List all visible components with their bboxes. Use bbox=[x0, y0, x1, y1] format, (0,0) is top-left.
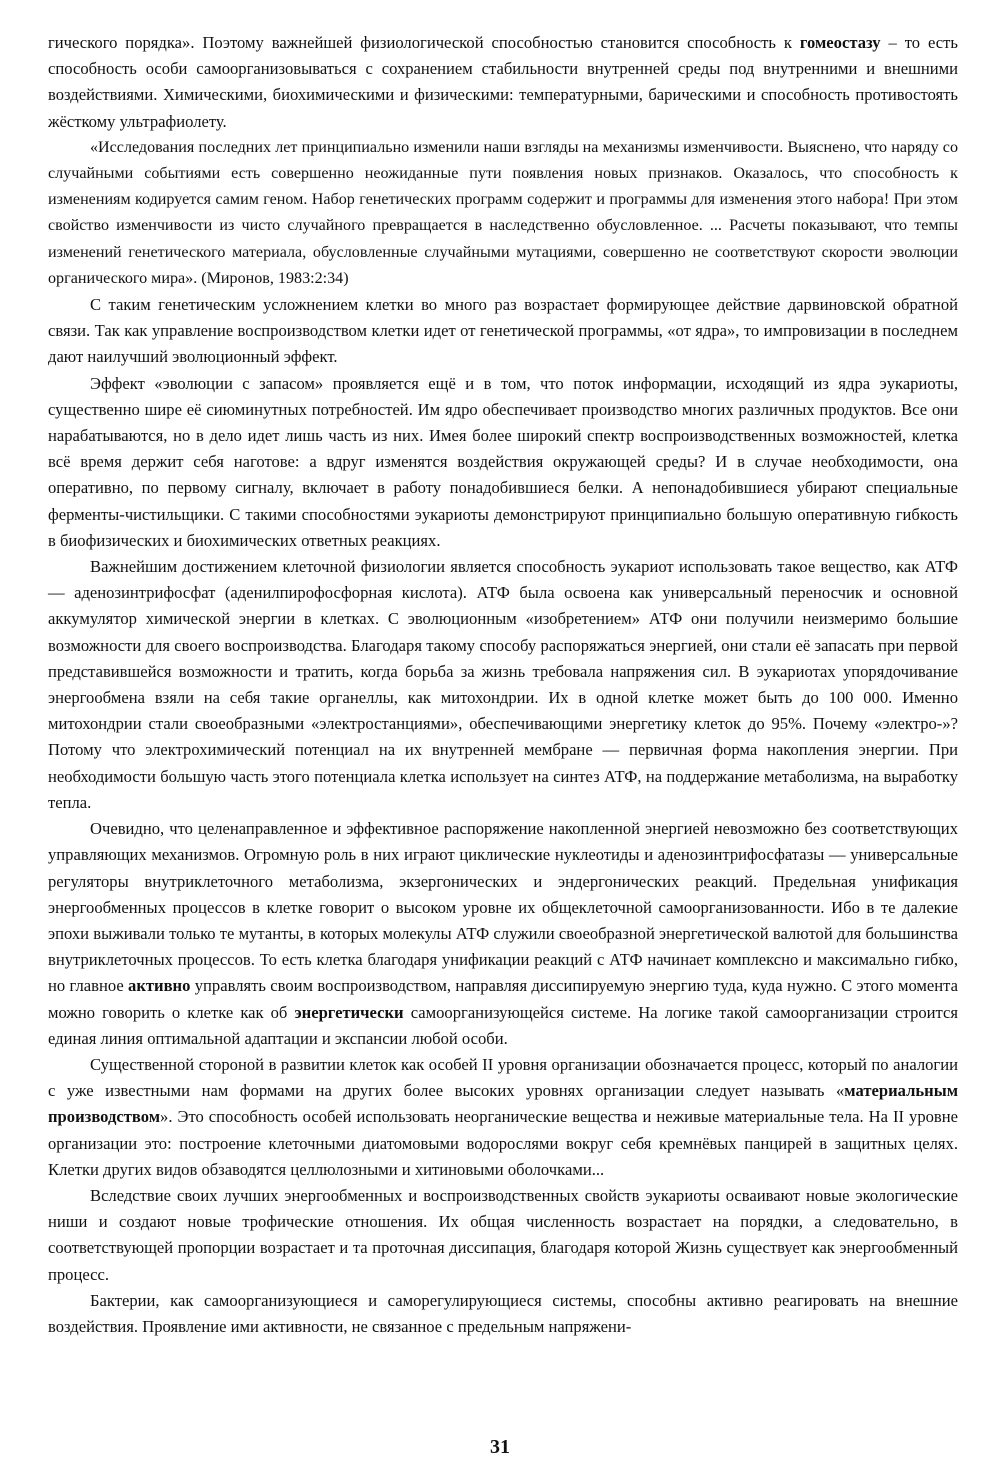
paragraph-6-text-a: Очевидно, что целенаправленное и эффективное распоряжение накопленной энергией невозможно без соответствующих управляющих механизмов. Огромную роль в них играют циклические нуклеотиды и аденозинтрифосфатазы — универсальные регуляторы внутриклеточного метаболизма, экзергонических и эндергонических реакций. Предельная унификация энергообменных процессов в клетке говорит о высоком уровне их общеклеточной самоорганизованности. Ибо в те далекие эпохи выживали только те мутанты, в которых молекулы АТФ служили своеобразной энергетической валютой для большинства внутриклеточных процессов. То есть клетка благодаря унификации реакций с АТФ начинает комплексно и максимально гибко, но главное bbox=[48, 819, 958, 996]
page-number: 31 bbox=[490, 1436, 510, 1458]
paragraph-8: Вследствие своих лучших энергообменных и воспроизводственных свойств эукариоты осваивают новые экологические ниши и создают новые трофические отношения. Их общая численность возрастает на порядки, а следовательно, в соответствующей пропорции возрастает и та проточная диссипация, благодаря которой Жизнь существует как энергообменный процесс. bbox=[48, 1185, 958, 1284]
term-homeostasis: гомеостазу bbox=[799, 33, 881, 52]
term-energetically: энергетически bbox=[294, 1002, 404, 1022]
paragraph-6-text-c: управлять своим воспроизводством, направляя диссипируемую энергию туда, куда нужно. С этого момента можно говорить о клетке как об bbox=[48, 976, 958, 1022]
term-actively: активно bbox=[128, 976, 191, 996]
paragraph-1 bbox=[48, 30, 958, 135]
paragraph-7-text-c: ». Это способность особей использовать неорганические вещества и неживые материальные тела. На II уровне организации это: построение клеточными диатомовыми водорослями вокруг себя кремнёвых панцирей в защитных целях. Клетки других видов обзаводятся целлюлозными и хитиновыми оболочками... bbox=[48, 1107, 958, 1179]
paragraph-5: Важнейшим достижением клеточной физиологии является способность эукариот использовать такое вещество, как АТФ — аденозинтрифосфат (аденилпирофосфорная кислота). АТФ была освоена как универсальный переносчик и основной аккумулятор химической энергии в клетках. С эволюционным «изобретением» АТФ они получили неизмеримо большие возможности для своего воспроизводства. Благодаря такому способу распоряжаться энергией, они стали её запасать при первой представившейся возможности и тратить, когда борьба за жизнь требовала напряжения сил. В эукариотах упорядочивание энергообмена взяли на себя такие органеллы, как митохондрии. Их в одной клетке может быть до 100 000. Именно митохондрии стали своеобразными «электростанциями», обеспечивающими энергетику клеток до 95%. Почему «электро-»? Потому что электрохимический потенциал на их внутренней мембране — первичная форма накопления энергии. При необходимости большую часть этого потенциала клетка использует на синтез АТФ, на поддержание метаболизма, на выработку тепла. bbox=[48, 557, 958, 812]
paragraph-9: Бактерии, как самоорганизующиеся и саморегулирующиеся системы, способны активно реагировать на внешние воздействия. Проявление ими активности, не связанное с предельным напряжени- bbox=[48, 1290, 958, 1336]
page-body bbox=[48, 30, 958, 1340]
paragraph-6-text-e: самоорганизующейся системе. На логике такой самоорганизации строится единая линия оптимальной адаптации и экспансии любой особи. bbox=[48, 1002, 958, 1048]
paragraph-7-text-a: Существенной стороной в развитии клеток как особей II уровня организации обозначается процесс, который по аналогии с уже известными нам формами на других более высоких уровнях организации следует называть « bbox=[48, 1054, 958, 1101]
term-material-production: материальным производством bbox=[48, 1081, 958, 1127]
paragraph-1-text-a: гического порядка». Поэтому важнейшей физиологической способностью становится способность к bbox=[48, 33, 800, 52]
paragraph-4: Эффект «эволюции с запасом» проявляется ещё и в том, что поток информации, исходящий из ядра эукариоты, существенно шире её сиюминутных потребностей. Им ядро обеспечивает производство многих различных продуктов. Все они нарабатываются, но в дело идет лишь часть из них. Имея более широкий спектр воспроизводственных возможностей, клетка всё время держит себя наготове: а вдруг изменятся воздействия окружающей среды? И в случае необходимости, она оперативно, по первому сигналу, включает в работу понадобившиеся белки. А непонадобившиеся убирают специальные ферменты-чистильщики. С такими способностями эукариоты демонстрируют принципиально большую оперативную гибкость в биофизических и биохимических ответных реакциях. bbox=[48, 373, 958, 550]
paragraph-6 bbox=[48, 816, 958, 1052]
paragraph-7 bbox=[48, 1052, 958, 1183]
paragraph-1-text-c: – то есть способность особи самоорганизовываться с сохранением стабильности внутренней среды под внутренними и внешними воздействиями. Химическими, биохимическими и физическими: температурными, барическими и способность противостоять жёсткому ультрафиолету. bbox=[48, 33, 958, 131]
quote-paragraph: «Исследования последних лет принципиально изменили наши взгляды на механизмы изменчивости. Выяснено, что наряду со случайными событиями есть совершенно неожиданные пути появления новых признаков. Оказалось, что способность к изменениям кодируется самим геном. Набор генетических программ содержит и программы для изменения этого набора! При этом свойство изменчивости из чисто случайного превращается в наследственно обусловленное. ... Расчеты показывают, что темпы изменений генетического материала, обусловленные случайными мутациями, совершенно не соответствуют скорости эволюции органического мира». (Миронов, 1983:2:34) bbox=[48, 138, 958, 287]
paragraph-3: С таким генетическим усложнением клетки во много раз возрастает формирующее действие дарвиновской обратной связи. Так как управление воспроизводством клетки идет от генетической программы, «от ядра», то импровизации в последнем дают наилучший эволюционный эффект. bbox=[48, 295, 958, 367]
